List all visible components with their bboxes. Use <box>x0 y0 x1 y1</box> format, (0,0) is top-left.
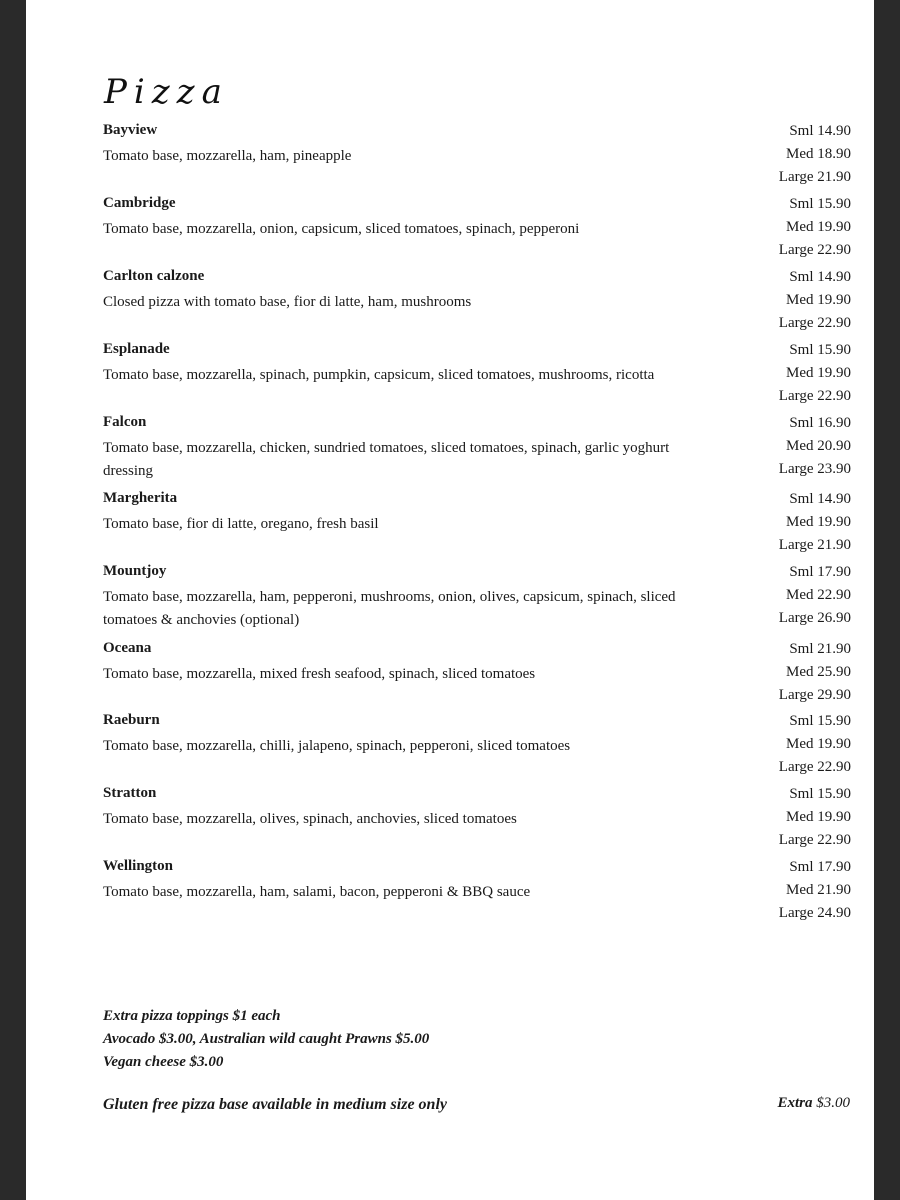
item-description: Tomato base, mozzarella, mixed fresh seafood, spinach, sliced tomatoes <box>103 666 536 682</box>
price-large: Large 22.90 <box>778 315 851 331</box>
vegan-cheese-note: Vegan cheese $3.00 <box>103 1054 224 1070</box>
price-small: Sml 15.90 <box>789 342 851 358</box>
price-large: Large 22.90 <box>778 759 851 775</box>
price-large: Large 22.90 <box>778 832 851 848</box>
item-description: Tomato base, fior di latte, oregano, fresh basil <box>103 516 379 532</box>
page-title: Pizza <box>104 72 229 112</box>
price-large: Large 23.90 <box>778 461 851 477</box>
price-medium: Med 19.90 <box>786 736 851 752</box>
menu-page <box>26 0 874 1200</box>
item-name: Raeburn <box>103 712 160 728</box>
item-description: Tomato base, mozzarella, ham, pepperoni, mushrooms, onion, olives, capsicum, spinach, sliced tomatoes & anchovies (optional) <box>103 589 676 628</box>
price-small: Sml 17.90 <box>789 859 851 875</box>
item-description: Tomato base, mozzarella, spinach, pumpkin, capsicum, sliced tomatoes, mushrooms, ricotta <box>103 367 655 383</box>
price-medium: Med 19.90 <box>786 365 851 381</box>
price-medium: Med 25.90 <box>786 664 851 680</box>
price-small: Sml 17.90 <box>789 564 851 580</box>
item-name: Wellington <box>103 858 174 874</box>
item-prices <box>691 638 851 707</box>
price-medium: Med 20.90 <box>786 438 851 454</box>
price-small: Sml 14.90 <box>789 269 851 285</box>
item-prices <box>691 783 851 852</box>
item-prices <box>691 710 851 779</box>
price-large: Large 26.90 <box>778 610 851 626</box>
extra-price: $3.00 <box>816 1095 850 1111</box>
item-prices <box>691 339 851 408</box>
price-small: Sml 15.90 <box>789 786 851 802</box>
item-description: Tomato base, mozzarella, ham, salami, bacon, pepperoni & BBQ sauce <box>103 884 531 900</box>
price-large: Large 22.90 <box>778 388 851 404</box>
item-name: Mountjoy <box>103 563 167 579</box>
price-medium: Med 19.90 <box>786 514 851 530</box>
price-small: Sml 16.90 <box>789 415 851 431</box>
item-prices <box>691 412 851 481</box>
gluten-free-extra-price <box>777 1095 850 1112</box>
item-name: Falcon <box>103 414 147 430</box>
avocado-prawns-note: Avocado $3.00, Australian wild caught Prawns $5.00 <box>103 1031 430 1047</box>
item-description: Tomato base, mozzarella, olives, spinach, anchovies, sliced tomatoes <box>103 811 517 827</box>
price-medium: Med 19.90 <box>786 809 851 825</box>
item-prices <box>691 488 851 557</box>
price-large: Large 22.90 <box>778 242 851 258</box>
item-description: Tomato base, mozzarella, chilli, jalapeno, spinach, pepperoni, sliced tomatoes <box>103 738 571 754</box>
item-prices <box>691 856 851 925</box>
item-description: Tomato base, mozzarella, chicken, sundried tomatoes, sliced tomatoes, spinach, garlic yoghurt dressing <box>103 440 670 479</box>
price-small: Sml 21.90 <box>789 641 851 657</box>
item-description: Tomato base, mozzarella, onion, capsicum, sliced tomatoes, spinach, pepperoni <box>103 221 580 237</box>
item-name: Bayview <box>103 122 158 138</box>
item-name: Oceana <box>103 640 152 656</box>
price-large: Large 21.90 <box>778 169 851 185</box>
item-name: Esplanade <box>103 341 170 357</box>
item-name: Carlton calzone <box>103 268 205 284</box>
price-small: Sml 14.90 <box>789 491 851 507</box>
item-prices <box>691 193 851 262</box>
price-medium: Med 19.90 <box>786 219 851 235</box>
price-small: Sml 15.90 <box>789 713 851 729</box>
price-medium: Med 18.90 <box>786 146 851 162</box>
price-large: Large 29.90 <box>778 687 851 703</box>
item-name: Margherita <box>103 490 178 506</box>
price-medium: Med 22.90 <box>786 587 851 603</box>
item-name: Cambridge <box>103 195 176 211</box>
item-prices <box>691 561 851 630</box>
item-description: Closed pizza with tomato base, fior di latte, ham, mushrooms <box>103 294 472 310</box>
item-description: Tomato base, mozzarella, ham, pineapple <box>103 148 352 164</box>
gluten-free-note: Gluten free pizza base available in medium size only <box>103 1096 447 1113</box>
price-large: Large 24.90 <box>778 905 851 921</box>
price-medium: Med 19.90 <box>786 292 851 308</box>
extra-label: Extra <box>777 1095 813 1111</box>
price-large: Large 21.90 <box>778 537 851 553</box>
item-prices <box>691 120 851 189</box>
price-medium: Med 21.90 <box>786 882 851 898</box>
price-small: Sml 15.90 <box>789 196 851 212</box>
item-prices <box>691 266 851 335</box>
item-name: Stratton <box>103 785 157 801</box>
extra-toppings-note: Extra pizza toppings $1 each <box>103 1008 281 1024</box>
price-small: Sml 14.90 <box>789 123 851 139</box>
